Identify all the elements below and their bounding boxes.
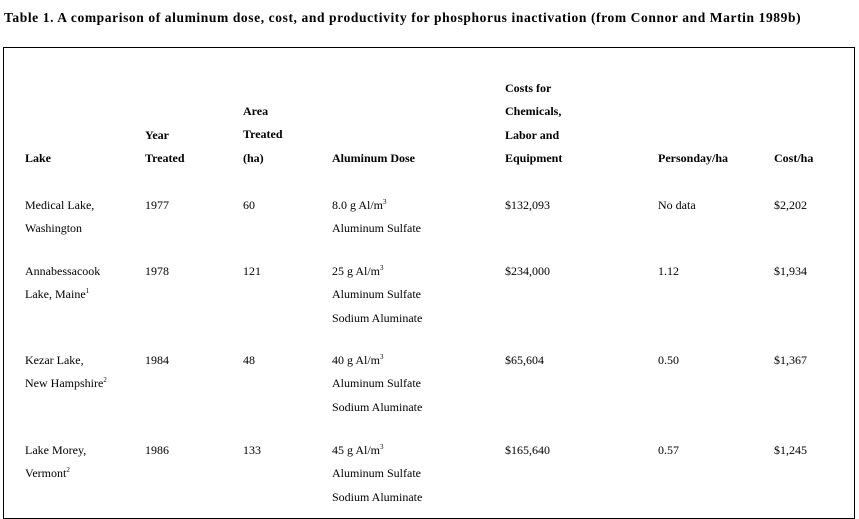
row1-lake: Medical Lake, Washington: [25, 198, 95, 236]
header-lake: Lake: [25, 151, 52, 165]
row2-dose: 25 g $Al/m^3$ Aluminum Sulfate Sodium Aluminate: [332, 264, 423, 325]
row1-persondays: No data: [658, 198, 696, 212]
header-area-treated: Area Treated (ha): [243, 104, 283, 165]
row3-area: 48: [243, 353, 255, 367]
table-caption: Table 1. A comparison of aluminum dose, cost, and productivity for phosphorus inactivation (from Connor and Martin 1989b): [4, 10, 802, 25]
row4-area: 133: [243, 443, 261, 457]
row3-cost: $65,604: [505, 353, 544, 367]
header-cost-per-ha: Cost/ha: [774, 151, 814, 165]
row1-area: 60: [243, 198, 255, 212]
row2-area: 121: [243, 264, 261, 278]
row2-cost: $234,000: [505, 264, 550, 278]
row2-lake: Annabessacook Lake, Maine$^1$: [25, 264, 101, 302]
row3-dose: 40 g $Al/m^3$ Aluminum Sulfate Sodium Aluminate: [332, 353, 423, 414]
table-frame: [3, 47, 855, 519]
row4-dose: 45 g $Al/m^3$ Aluminum Sulfate Sodium Aluminate: [332, 443, 423, 504]
row3-year: 1984: [145, 353, 169, 367]
row1-dose: 8.0 g $Al/m^3$ Aluminum Sulfate: [332, 198, 421, 236]
header-year-treated: Year Treated: [145, 128, 185, 166]
row2-year: 1978: [145, 264, 169, 278]
row4-cost-per-ha: $1,245: [774, 443, 807, 457]
row2-persondays: 1.12: [658, 264, 679, 278]
header-aluminum-dose: Aluminum Dose: [332, 151, 416, 165]
row3-persondays: 0.50: [658, 353, 679, 367]
row1-cost-per-ha: $2,202: [774, 198, 807, 212]
row3-lake: Kezar Lake, New Hampshire$^2$: [25, 353, 107, 391]
header-personday: Personday/ha: [658, 151, 729, 165]
row4-cost: $165,640: [505, 443, 550, 457]
row4-year: 1986: [145, 443, 169, 457]
row1-cost: $132,093: [505, 198, 550, 212]
row3-cost-per-ha: $1,367: [774, 353, 807, 367]
row1-year: 1977: [145, 198, 169, 212]
header-costs: Costs for Chemicals, Labor and Equipment: [505, 81, 563, 166]
row4-lake: Lake Morey, Vermont$^2$: [25, 443, 87, 481]
row4-persondays: 0.57: [658, 443, 679, 457]
row2-cost-per-ha: $1,934: [774, 264, 807, 278]
